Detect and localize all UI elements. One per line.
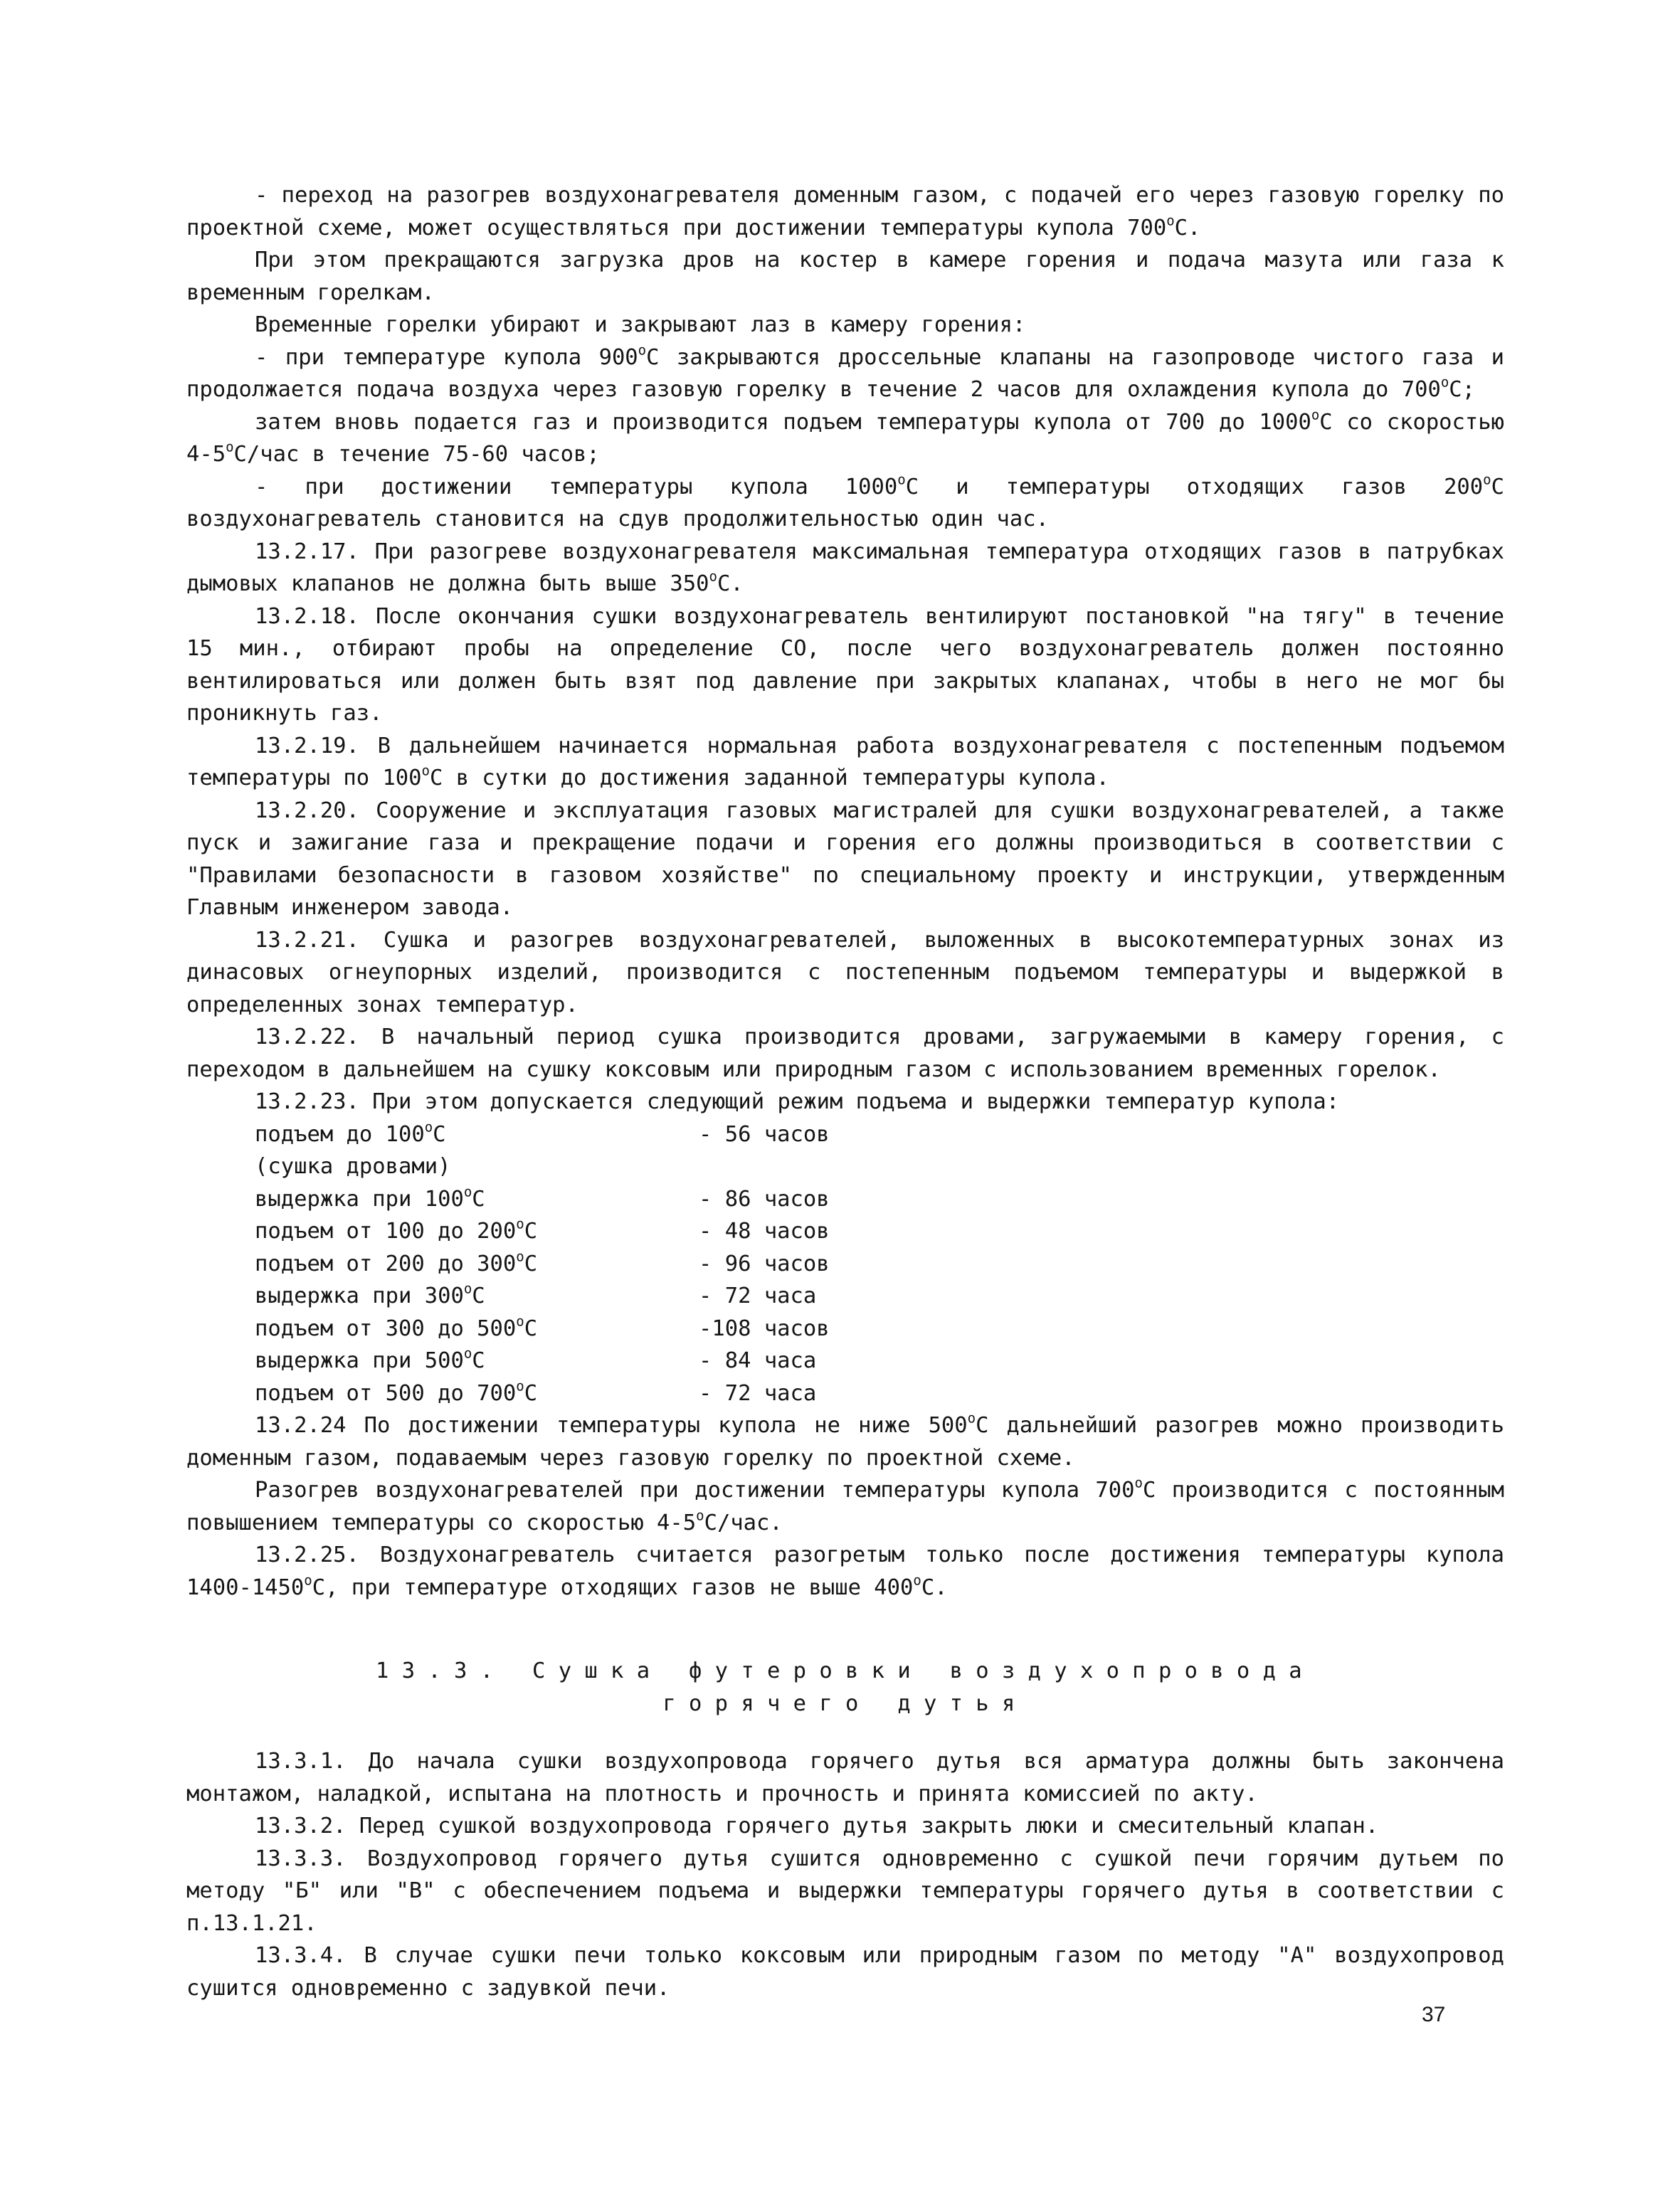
schedule-step: выдержка при 100$^o$С <box>255 1184 485 1212</box>
paragraph: 13.3.2. Перед сушкой воздухопровода горячего дутья закрыть люки и смесительный клапан. <box>255 1814 1379 1839</box>
paragraph: - переход на разогрев воздухонагревателя доменным газом, с подачей его через газовую горелку по проектной схеме, может осуществляться при достижении температуры купола 700$^o$С. <box>186 183 1504 240</box>
paragraph: 13.2.22. В начальный период сушка производится дровами, загружаемыми в камеру горения, с переходом в дальнейшем на сушку коксовым или природным газом с использованием временных горелок. <box>186 1025 1504 1082</box>
schedule-duration: - 56 часов <box>699 1121 830 1147</box>
paragraph: 13.2.23. При этом допускается следующий режим подъема и выдержки температур купола: <box>255 1089 1340 1114</box>
section-title: Сушка футеровки воздухопровода <box>532 1658 1315 1683</box>
schedule-row <box>255 1313 830 1345</box>
schedule-row <box>255 1118 830 1151</box>
paragraph: 13.2.18. После окончания сушки воздухонагреватель вентилируют постановкой "на тягу" в течение 15 мин., отбирают пробы на определение СО, после чего воздухонагреватель должен постоянно вентилироваться или должен быть взят под давление при закрытых клапанах, чтобы в него не мог бы проникнуть газ. <box>186 603 1504 726</box>
paragraph: 13.2.17. При разогреве воздухонагревателя максимальная температура отходящих газов в патрубках дымовых клапанов не должна быть выше 350$^o$С. <box>186 539 1504 596</box>
paragraph: 13.3.3. Воздухопровод горячего дутья сушится одновременно с сушкой печи горячим дутьем по методу "Б" или "В" с обеспечением подъема и выдержки температуры горячего дутья в соответствии с п.13.1.21. <box>186 1846 1504 1936</box>
schedule-duration: - 96 часов <box>699 1251 830 1276</box>
schedule-duration <box>699 1150 830 1183</box>
schedule-step: подъем от 300 до 500$^o$С <box>255 1313 538 1341</box>
paragraph: 13.2.25. Воздухонагреватель считается разогретым только после достижения температуры купола 1400-1450$^o$С, при температуре отходящих газов не выше 400$^o$С. <box>186 1543 1504 1600</box>
paragraph: 13.2.24 По достижении температуры купола не ниже 500$^o$С дальнейший разогрев можно производить доменным газом, подаваемым через газовую горелку по проектной схеме. <box>186 1410 1504 1471</box>
schedule-duration: -108 часов <box>699 1316 830 1341</box>
schedule-row <box>255 1215 830 1248</box>
schedule-duration: - 86 часов <box>699 1186 830 1212</box>
schedule-step: подъем от 200 до 300$^o$С <box>255 1249 538 1276</box>
paragraph: 13.2.19. В дальнейшем начинается нормальная работа воздухонагревателя с постепенным подъемом температуры по 100$^o$С в сутки до достижения заданной температуры купола. <box>186 733 1504 790</box>
section-number: 13.3. <box>376 1658 507 1683</box>
schedule-row <box>255 1377 830 1410</box>
schedule-step: выдержка при 300$^o$С <box>255 1281 485 1308</box>
paragraph: 13.2.20. Сооружение и эксплуатация газовых магистралей для сушки воздухонагревателей, а также пуск и зажигание газа и прекращение подачи и горения его должны производиться в соответствии с "Правилами безопасности в газовом хозяйстве" по специальному проекту и инструкции, утвержденным Главным инженером завода. <box>186 798 1504 920</box>
paragraph: - при достижении температуры купола 1000$^o$С и температуры отходящих газов 200$^o$С воздухонагреватель становится на сдув продолжительностью один час. <box>186 472 1504 531</box>
paragraph: Временные горелки убирают и закрывают лаз в камеру горения: <box>255 312 1026 337</box>
schedule-duration: - 72 часа <box>699 1284 817 1308</box>
paragraph: - при температуре купола 900$^o$С закрываются дроссельные клапаны на газопроводе чистого газа и продолжается подача воздуха через газовую горелку в течение 2 часов для охлаждения купола до 700$^o$С; <box>186 342 1504 402</box>
paragraph: Разогрев воздухонагревателей при достижении температуры купола 700$^o$С производится с постоянным повышением температуры со скоростью 4-5$^o$С/час. <box>186 1475 1504 1535</box>
section-title-line-1 <box>186 1655 1504 1688</box>
schedule-row <box>255 1280 830 1313</box>
page-number: 37 <box>1422 2003 1446 2026</box>
schedule-row <box>255 1183 830 1216</box>
schedule-row <box>255 1150 830 1183</box>
temperature-schedule-table <box>255 1118 830 1410</box>
schedule-step: (сушка дровами) <box>255 1154 451 1179</box>
paragraph: затем вновь подается газ и производится подъем температуры купола от 700 до 1000$^o$С со скоростью 4-5$^o$С/час в течение 75-60 часов; <box>186 407 1504 467</box>
section-heading <box>186 1655 1504 1720</box>
paragraph: 13.3.4. В случае сушки печи только коксовым или природным газом по методу "А" воздухопровод сушится одновременно с задувкой печи. <box>186 1943 1504 2001</box>
schedule-duration: - 72 часа <box>699 1380 817 1406</box>
schedule-duration: - 48 часов <box>699 1219 830 1244</box>
schedule-step: подъем до 100$^o$С <box>255 1119 446 1147</box>
schedule-step: подъем от 500 до 700$^o$С <box>255 1378 538 1406</box>
schedule-step: выдержка при 500$^o$С <box>255 1345 485 1373</box>
schedule-row <box>255 1248 830 1281</box>
document-page <box>186 179 1504 2004</box>
section-title-line-2: горячего дутья <box>662 1691 1028 1716</box>
schedule-step: подъем от 100 до 200$^o$С <box>255 1216 538 1244</box>
paragraph: 13.2.21. Сушка и разогрев воздухонагревателей, выложенных в высокотемпературных зонах из динасовых огнеупорных изделий, производится с постепенным подъемом температуры и выдержкой в определенных зонах температур. <box>186 927 1504 1017</box>
paragraph: 13.3.1. До начала сушки воздухопровода горячего дутья вся арматура должны быть закончена монтажом, наладкой, испытана на плотность и прочность и принята комиссией по акту. <box>186 1749 1504 1806</box>
schedule-row <box>255 1345 830 1377</box>
paragraph: При этом прекращаются загрузка дров на костер в камере горения и подача мазута или газа к временным горелкам. <box>186 248 1504 305</box>
schedule-duration: - 84 часа <box>699 1348 817 1373</box>
